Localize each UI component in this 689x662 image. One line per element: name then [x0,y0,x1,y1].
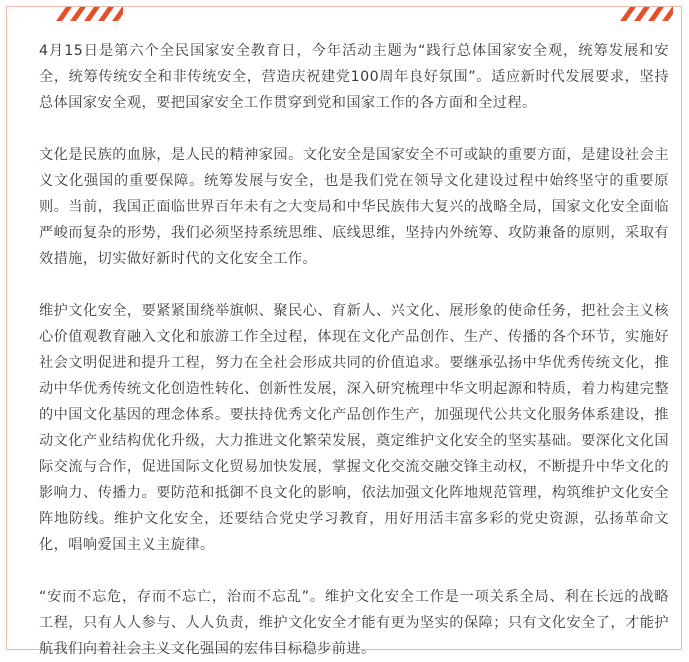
paragraph-measures: 维护文化安全，要紧紧围绕举旗帜、聚民心、育新人、兴文化、展形象的使命任务，把社会主义核心价值观教育融入文化和旅游工作全过程，体现在文化产品创作、生产、传播的各个环节，实施好社会文明促进和提升工程，努力在全社会形成共同的价值追求。要继承弘扬中华优秀传统文化，推动中华优秀传统文化创造性转化、创新性发展，深入研究梳理中华文明起源和特质，着力构建完整的中国文化基因的理念体系。要扶持优秀文化产品创作生产，加强现代公共文化服务体系建设，推动文化产业结构优化升级，大力推进文化繁荣发展，奠定维护文化安全的坚实基础。要深化文化国际交流与合作，促进国际文化贸易加快发展，掌握文化交流交融交锋主动权，不断提升中华文化的影响力、传播力。要防范和抵御不良文化的影响，依法加强文化阵地规范管理，构筑维护文化安全阵地防线。维护文化安全，还要结合党史学习教育，用好用活丰富多彩的党史资源，弘扬革命文化，唱响爱国主义主旋律。 [39,303,669,553]
decorative-stripes-right [617,7,673,21]
article-body [39,38,669,662]
paragraph-culture: 文化是民族的血脉，是人民的精神家园。文化安全是国家安全不可或缺的重要方面，是建设社会主义文化强国的重要保障。统筹发展与安全，也是我们党在领导文化建设过程中始终坚守的重要原则。当前，我国正面临世界百年未有之大变局和中华民族伟大复兴的战略全局，国家文化安全面临严峻而复杂的形势，我们必须坚持系统思维、底线思维，坚持内外统筹、攻防兼备的原则，采取有效措施，切实做好新时代的文化安全工作。 [39,147,669,267]
paragraph-conclusion: “安而不忘危，存而不忘亡，治而不忘乱”。维护文化安全工作是一项关系全局、利在长远的战略工程，只有人人参与、人人负责，维护文化安全才能有更为坚实的保障；只有文化安全了，才能护航我们向着社会主义文化强国的宏伟目标稳步前进。 [39,589,669,657]
article-frame [6,6,682,657]
paragraph-intro: 4月15日是第六个全民国家安全教育日，今年活动主题为“践行总体国家安全观，统筹发展和安全，统筹传统安全和非传统安全，营造庆祝建党100周年良好氛围”。适应新时代发展要求，坚持总体国家安全观，要把国家安全工作贯穿到党和国家工作的各方面和全过程。 [39,43,669,111]
decorative-stripes-left [55,7,123,21]
